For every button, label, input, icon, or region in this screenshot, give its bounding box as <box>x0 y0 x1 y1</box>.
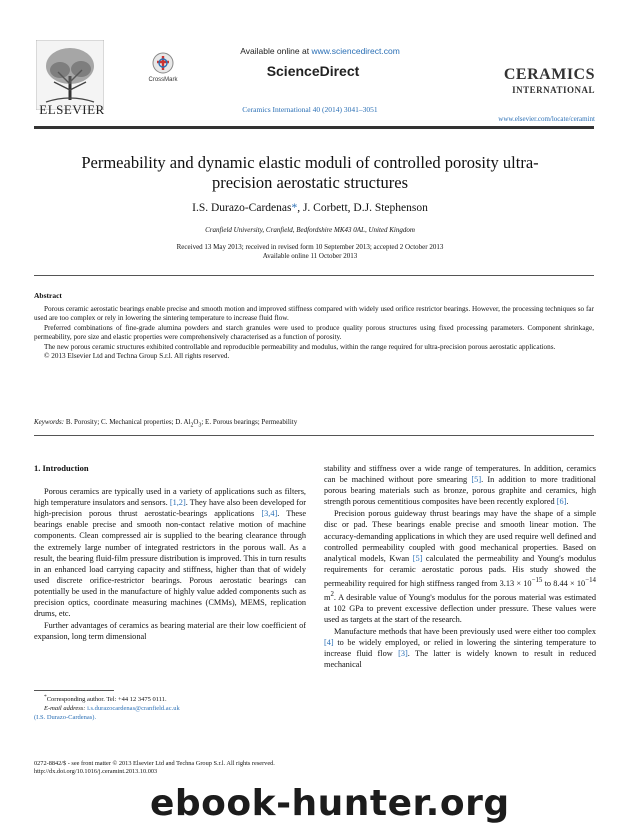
keywords-text: ; E. Porous bearings; Permeability <box>201 418 298 426</box>
journal-reference-link[interactable]: Ceramics International 40 (2014) 3041–3051 <box>242 105 378 114</box>
body-text: . These bearings enable precise and smooth non-contact relative motion of machine components. Clean compressed air is supplied to the bearing clearance through the extremely large number of integrated restrictors in the porous wall. As a result, the bearing fluid-film pressure distribution is improved. This in turn results in an enhanced load carrying capacity and stiffness, higher than that of widely used discrete orifice-restrictor bearings. Porous aerostatic bearings can potentially be used in the manufacture of highly value added components such as precision optics, coordinate measuring machines (CMMs), MEMS, replication drums, etc. <box>34 509 307 619</box>
body-text: . They have also been developed for high-precision porous thrust aerostatic-bearings applications <box>34 498 306 519</box>
superscript: 2 <box>330 590 334 598</box>
body-paragraph <box>324 626 596 670</box>
sciencedirect-logo: ScienceDirect <box>266 63 360 79</box>
elsevier-tree-logo <box>36 40 104 110</box>
journal-name-line2: INTERNATIONAL <box>512 85 595 95</box>
body-text: calculated the permeability and Young's modulus requirements for ceramic aerostatic porous pads. His study showed the permeability required for high stiffness ranged from 3.13 × 10 <box>324 553 596 588</box>
author-first: I.S. Durazo-Cardenas <box>192 202 292 214</box>
footnote-text: Corresponding author. Tel: +44 12 3475 0111. <box>46 696 167 704</box>
article-history <box>60 243 560 261</box>
body-paragraph <box>324 463 596 507</box>
citation-link[interactable]: [6] <box>556 497 567 507</box>
abstract-paragraph: Porous ceramic aerostatic bearings enable precise and smooth motion and improved stiffness compared with widely used orifice restrictor bearings. However, the processing techniques so far used are too complex or rely in lowering the sintering temperature to increase fluid flow. <box>34 305 594 323</box>
superscript: −15 <box>531 576 543 584</box>
body-text: . In addition to more traditional porous bearing materials such as bronze, porous graphite and ceramics, high strength porous cementitious composites have been recently explored <box>324 475 596 507</box>
body-text: . <box>566 497 569 507</box>
body-text: m <box>324 592 331 602</box>
citation-link[interactable]: [1,2] <box>169 498 186 508</box>
abstract-heading: Abstract <box>34 291 62 300</box>
author-rest: , J. Corbett, D.J. Stephenson <box>297 202 428 214</box>
journal-homepage-link[interactable]: www.elsevier.com/locate/ceramint <box>498 115 595 123</box>
available-online-line <box>220 46 420 56</box>
sciencedirect-link[interactable]: www.sciencedirect.com <box>311 46 400 56</box>
abstract-bottom-divider <box>34 435 594 436</box>
body-paragraph <box>34 486 306 619</box>
citation-link[interactable]: [5] <box>471 475 482 485</box>
bottom-info <box>34 760 414 776</box>
body-text: Porous ceramics are typically used in a variety of applications such as filters, high temperature insulators and sensors. <box>34 487 306 508</box>
abstract-paragraph: Preferred combinations of fine-grade alumina powders and starch granules were used to produce quality porous structures using fixed processing parameters. Component shrinkage, permeability, pore size and elastic properties were comprehensively characterised as a function of porosity. <box>34 323 594 342</box>
article-title: Permeability and dynamic elastic moduli of controlled porosity ultra-precision aerostatic structures <box>81 153 539 192</box>
left-column <box>34 463 306 643</box>
section-heading-introduction: 1. Introduction <box>34 463 89 473</box>
crossmark-label: CrossMark <box>148 77 178 83</box>
body-text: to be widely employed, or relied in lowering the sintering temperature to increase fluid flow <box>324 637 596 659</box>
abstract-copyright: © 2013 Elsevier Ltd and Techna Group S.r.l. All rights reserved. <box>44 352 230 361</box>
corresponding-author-marker[interactable]: * <box>291 202 298 214</box>
body-text: . A desirable value of Young's modulus for the porous material was estimated at 102 GPa to prevent excessive deflection under pressure. These values were used as targets at the start of the research. <box>324 592 596 624</box>
keywords-text: B. Porosity; C. Mechanical properties; D. Al <box>64 418 191 426</box>
body-text: . The latter is widely known to result in reduced mechanical <box>324 649 596 670</box>
superscript: −14 <box>585 576 596 584</box>
citation-link[interactable]: [3,4] <box>261 509 278 519</box>
header-divider <box>34 126 594 129</box>
affiliation: Cranfield University, Cranfield, Bedfordshire MK43 0AL, United Kingdom <box>205 226 415 234</box>
keywords <box>34 418 594 428</box>
body-text: Manufacture methods that have been previously used were either too complex <box>334 626 596 636</box>
abstract-body <box>34 305 594 361</box>
footnote-marker: * <box>44 694 47 700</box>
publisher-name: ELSEVIER <box>39 102 105 117</box>
body-paragraph <box>324 508 596 624</box>
abstract-paragraph: The new porous ceramic structures exhibited controllable and reproducible permeability and modulus, within the range required for ultra-precision porous aerostatic applications. <box>44 342 556 351</box>
watermark-hyphen: - <box>276 783 292 824</box>
received-dates: Received 13 May 2013; received in revised form 10 September 2013; accepted 2 October 2013 <box>176 243 444 251</box>
keywords-subscript: 2 <box>190 422 194 429</box>
doi-link[interactable]: http://dx.doi.org/10.1016/j.ceramint.2013.10.003 <box>34 768 158 775</box>
body-text: Precision porous guideway thrust bearings may have the shape of a simple disc or pad. These bearings enable precise and smooth linear motion. The accuracy-demanding applications in which they are used require well defined and controlled permeability coupled with good mechanical properties. Based on analytical models, Kwan <box>324 509 596 563</box>
footnote-author-name[interactable]: (I.S. Durazo-Cardenas). <box>34 714 97 722</box>
body-text: stability and stiffness over a wide range of temperatures. In addition, ceramics can be machined without pore smearing <box>324 464 596 485</box>
available-prefix: Available online at <box>240 46 310 56</box>
keywords-label: Keywords: <box>34 418 65 426</box>
crossmark-icon[interactable] <box>152 52 174 74</box>
citation-link[interactable]: [4] <box>324 637 334 647</box>
footnote-corresponding <box>34 693 306 704</box>
keywords-subscript: 3 <box>198 422 202 429</box>
watermark-right: hunter.org <box>291 783 510 824</box>
citation-link[interactable]: [5] <box>412 553 423 563</box>
available-online-date: Available online 11 October 2013 <box>262 252 358 260</box>
footnote <box>34 693 306 722</box>
issn-line: 0272-8842/$ - see front matter © 2013 Elsevier Ltd and Techna Group S.r.l. All rights reserved. <box>34 760 275 767</box>
abstract-top-divider <box>34 275 594 276</box>
footnote-email <box>34 704 306 713</box>
journal-name-line1: CERAMICS <box>503 66 595 83</box>
email-link[interactable]: i.s.durazocardenas@cranfield.ac.uk <box>87 705 180 713</box>
citation-link[interactable]: [3] <box>398 649 408 659</box>
body-paragraph: Further advantages of ceramics as bearing material are their low coefficient of expansion, long term dimensional <box>34 621 306 642</box>
author-list <box>60 202 560 214</box>
keywords-text: O <box>193 418 199 426</box>
watermark <box>150 783 620 824</box>
watermark-left: ebook <box>150 783 277 824</box>
footnote-divider <box>34 690 114 691</box>
body-text: to 8.44 × 10 <box>542 578 586 588</box>
right-column <box>324 463 596 671</box>
email-label: E-mail address: <box>44 705 86 713</box>
